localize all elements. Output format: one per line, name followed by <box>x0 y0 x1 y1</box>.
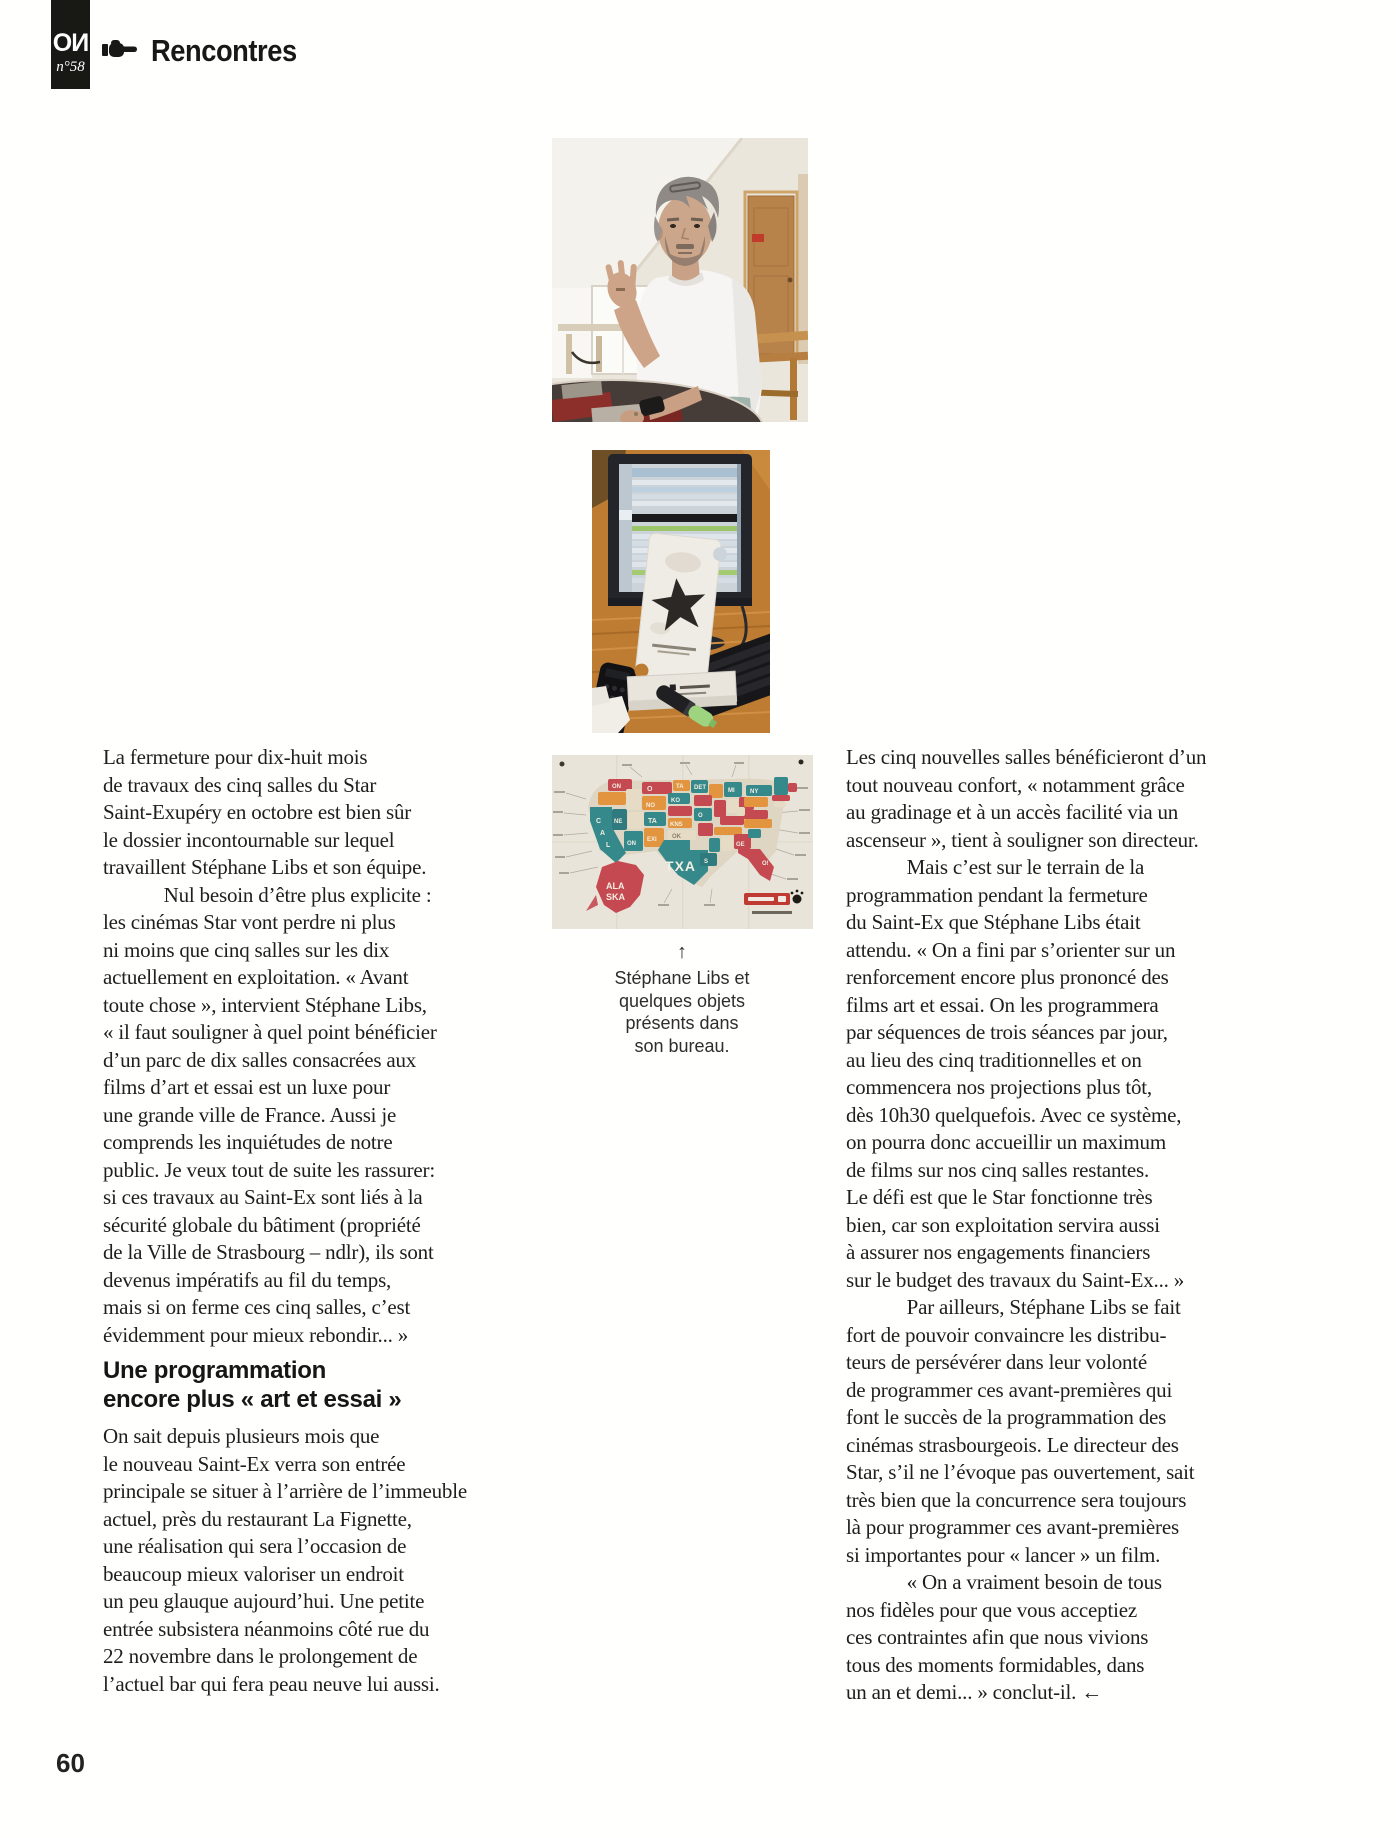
text-line: « On a vraiment besoin de tous <box>846 1570 1162 1594</box>
text-line: le dossier incontournable sur lequel <box>103 827 395 852</box>
text-line: Mais c’est sur le terrain de la <box>846 855 1145 879</box>
photo-stephane-libs-portrait <box>552 138 808 427</box>
text-line: de films sur nos cinq salles restantes. <box>846 1157 1150 1182</box>
text-line: encore plus « art et essai » <box>103 1385 402 1413</box>
text-line: films art et essai. On les programmera <box>846 992 1159 1017</box>
text-line: Les cinq nouvelles salles bénéficieront d’un <box>846 745 1207 769</box>
svg-text:MI: MI <box>728 788 735 794</box>
text-line: là pour programmer ces avant-premières <box>846 1515 1179 1539</box>
text-line: ni moins que cinq salles sur les dix <box>103 937 390 962</box>
text-line: actuellement en exploitation. « Avant <box>103 965 409 989</box>
text-line: quelques objets <box>618 990 746 1011</box>
text-line: toute chose », intervient Stéphane Libs, <box>103 992 427 1017</box>
text-line: 22 novembre dans le prolongement de <box>103 1644 418 1668</box>
text-line: devenus impératifs au fil du temps, <box>103 1267 392 1292</box>
text-line: nos fidèles pour que vous acceptiez <box>846 1597 1137 1622</box>
svg-text:S: S <box>704 859 709 865</box>
svg-text:KO: KO <box>671 798 680 804</box>
svg-text:TA: TA <box>648 818 657 825</box>
text-line: On sait depuis plusieurs mois que <box>103 1424 380 1448</box>
svg-text:A: A <box>600 830 606 837</box>
svg-text:ON: ON <box>627 841 636 847</box>
svg-text:EXI: EXI <box>647 837 657 843</box>
text-line: dès 10h30 quelquefois. Avec ce système, <box>846 1102 1182 1127</box>
text-line: on pourra donc accueillir un maximum <box>846 1130 1166 1154</box>
text-line: Saint-Exupéry en octobre est bien sûr <box>103 800 412 824</box>
text-line: une réalisation qui sera l’occasion de <box>103 1534 407 1558</box>
svg-text:TXA: TXA <box>665 858 696 874</box>
pointing-hand-icon <box>102 37 138 66</box>
svg-text:GE: GE <box>736 842 745 848</box>
text-line: actuel, près du restaurant La Fignette, <box>103 1506 412 1531</box>
text-line: de travaux des cinq salles du Star <box>103 772 377 797</box>
text-line: public. Je veux tout de suite les rassurer: <box>103 1157 435 1182</box>
text-line: tout nouveau confort, « notamment grâce <box>846 772 1185 797</box>
text-line: travaillent Stéphane Libs et son équipe. <box>103 855 427 879</box>
text-line: le nouveau Saint-Ex verra son entrée <box>103 1451 406 1476</box>
svg-text:L: L <box>606 842 611 849</box>
text-line: un peu glauque aujourd’hui. Une petite <box>103 1589 425 1613</box>
text-line: entrée subsistera néanmoins côté rue du <box>103 1616 430 1641</box>
text-line: de la Ville de Strasbourg – ndlr), ils sont <box>103 1240 434 1264</box>
section-title: Rencontres <box>151 33 297 68</box>
svg-text:O!: O! <box>762 861 769 867</box>
text-line: fort de pouvoir convaincre les distribu- <box>846 1322 1167 1347</box>
text-line: évidemment pour mieux rebondir... » <box>103 1322 409 1347</box>
page-number: 60 <box>56 1748 85 1778</box>
text-line: présents dans <box>625 1013 739 1033</box>
svg-text:KNS: KNS <box>670 822 683 828</box>
text-line: films d’art et essai est un luxe pour <box>103 1075 391 1099</box>
text-line: font le succès de la programmation des <box>846 1405 1167 1429</box>
text-line: tous des moments formidables, dans <box>846 1652 1145 1677</box>
photo-caption <box>572 941 792 1057</box>
text-line: mais si on ferme ces cinq salles, c’est <box>103 1295 411 1319</box>
svg-text:NE: NE <box>614 819 623 825</box>
text-line: principale se situer à l’arrière de l’immeuble <box>103 1479 467 1503</box>
svg-text:TA: TA <box>676 784 684 790</box>
text-line: renforcement encore plus prononcé des <box>846 965 1169 989</box>
text-line: d’un parc de dix salles consacrées aux <box>103 1047 417 1072</box>
text-line: Nul besoin d’être plus explicite : <box>103 882 432 907</box>
svg-text:SKA: SKA <box>606 892 626 902</box>
svg-text:NY: NY <box>750 789 759 795</box>
text-line: teurs de persévérer dans leur volonté <box>846 1350 1148 1374</box>
photo-desk-star-award <box>592 450 770 738</box>
text-line: un an et demi... » conclut-il. ← <box>846 1680 1103 1704</box>
text-line: programmation pendant la fermeture <box>846 882 1148 907</box>
article-left-column <box>103 744 503 1698</box>
text-line: Par ailleurs, Stéphane Libs se fait <box>846 1295 1181 1319</box>
svg-text:O: O <box>647 786 653 793</box>
text-line: Stéphane Libs et <box>614 968 750 988</box>
article-subheading <box>103 1357 503 1414</box>
svg-text:OK: OK <box>672 834 681 840</box>
text-line: si importantes pour « lancer » un film. <box>846 1542 1161 1567</box>
text-line: sécurité globale du bâtiment (propriété <box>103 1212 421 1237</box>
text-line: La fermeture pour dix-huit mois <box>103 745 368 769</box>
svg-text:ON: ON <box>612 784 621 790</box>
text-line: beaucoup mieux valoriser un endroit <box>103 1561 404 1586</box>
text-line: de programmer ces avant-premières qui <box>846 1377 1173 1402</box>
text-line: ces contraintes afin que nous vivions <box>846 1625 1149 1649</box>
issue-number: n°58 <box>56 59 85 75</box>
text-line: sur le budget des travaux du Saint-Ex... » <box>846 1267 1185 1292</box>
photo-usa-map-poster <box>552 755 813 934</box>
masthead-box <box>51 0 90 89</box>
text-line: bien, car son exploitation servira aussi <box>846 1212 1160 1237</box>
text-line: cinémas strasbourgeois. Le directeur des <box>846 1432 1179 1457</box>
svg-text:ALA: ALA <box>606 881 625 891</box>
text-line: si ces travaux au Saint-Ex sont liés à la <box>103 1185 423 1209</box>
text-line: au lieu des cinq traditionnelles et on <box>846 1047 1142 1072</box>
svg-text:O: O <box>698 813 703 819</box>
text-line: commencera nos projections plus tôt, <box>846 1075 1152 1099</box>
paragraph-1 <box>103 744 503 1349</box>
text-line: Le défi est que le Star fonctionne très <box>846 1185 1153 1209</box>
text-line: Star, s’il ne l’évoque pas ouvertement, sait <box>846 1460 1195 1484</box>
text-line: l’actuel bar qui fera peau neuve lui aussi. <box>103 1671 440 1696</box>
text-line: une grande ville de France. Aussi je <box>103 1102 397 1127</box>
paragraph-3 <box>846 744 1246 1707</box>
text-line: les cinémas Star vont perdre ni plus <box>103 910 396 934</box>
text-line: par séquences de trois séances par jour, <box>846 1020 1168 1044</box>
caption-text <box>572 967 792 1057</box>
svg-text:DET: DET <box>694 785 706 791</box>
caption-up-arrow: ↑ <box>677 941 687 963</box>
svg-text:NO: NO <box>646 803 655 809</box>
text-line: à assurer nos engagements financiers <box>846 1240 1151 1264</box>
text-line: ascenseur », tient à souligner son directeur. <box>846 827 1199 852</box>
text-line: très bien que la concurrence sera toujours <box>846 1487 1187 1512</box>
text-line: son bureau. <box>634 1035 730 1056</box>
text-line: « il faut souligner à quel point bénéficier <box>103 1020 437 1044</box>
paragraph-2 <box>103 1423 503 1698</box>
magazine-logo: OИ <box>52 29 89 57</box>
text-line: comprends les inquiétudes de notre <box>103 1130 393 1154</box>
text-line: attendu. « On a fini par s’orienter sur un <box>846 937 1176 962</box>
text-line: au gradinage et à un accès facilité via un <box>846 800 1179 824</box>
section-header <box>102 33 317 69</box>
svg-text:C: C <box>596 818 602 825</box>
text-line: du Saint-Ex que Stéphane Libs était <box>846 910 1141 934</box>
text-line: Une programmation <box>103 1357 326 1384</box>
article-right-column <box>846 744 1246 1707</box>
